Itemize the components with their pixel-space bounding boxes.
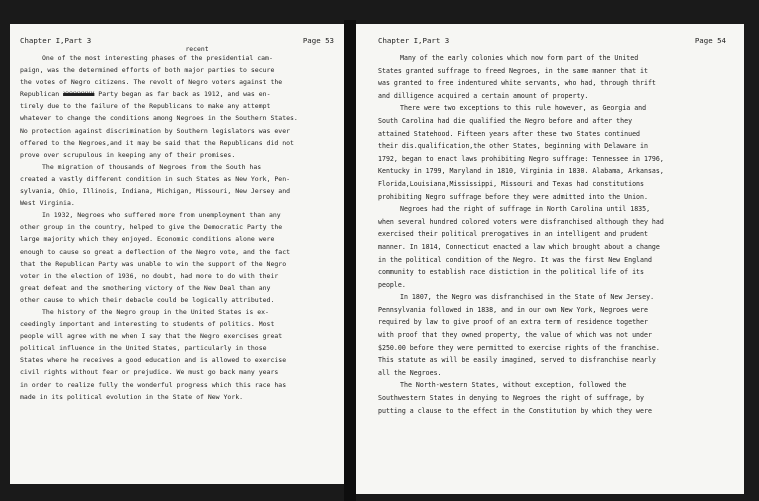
text-line: Florida,Louisiana,Mississippi, Missouri and Texas had constitutions — [378, 179, 644, 188]
left-page-header — [20, 36, 334, 46]
text-line: This statute as will be easily imagined, served to disfranchise nearly — [378, 356, 656, 365]
text-line: Pennsylvania followed in 1838, and in our own New York, Negroes were — [378, 305, 648, 314]
text-line: community to establish race distiction in the political life of its — [378, 268, 644, 277]
text-line: large majority which they enjoyed. Economic conditions alone were — [20, 235, 275, 244]
text-line: States where he receives a good education and is allowed to exercise — [20, 356, 287, 365]
text-fragment: Republican — [20, 90, 60, 99]
text-line: in order to realize fully the wonderful progress which this race has — [20, 380, 287, 389]
text-line: attained Statehood. Fifteen years after these two States continued — [378, 129, 641, 138]
struck-out-word: XXXXXXXX — [63, 90, 95, 99]
text-line: created a vastly different condition in such States as New York, Pen- — [20, 174, 291, 183]
text-line: required by law to give proof of an extra term of residence together — [378, 318, 648, 327]
text-line: 1792, began to enact laws prohibiting Negro suffrage: Tennessee in 1796, — [378, 154, 664, 163]
text-line — [20, 88, 334, 100]
text-line: Negroes had the right of suffrage in North Carolina until 1835, — [400, 205, 651, 214]
right-page-number: Page 54 — [694, 36, 726, 45]
text-line: In 1807, the Negro was disfranchised in the State of New Jersey. — [400, 293, 655, 302]
text-line: people will agree with me when I say that the Negro exercises great — [20, 332, 283, 341]
text-line: States granted suffrage to freed Negroes, in the same manner that it — [378, 66, 648, 75]
text-line: people. — [378, 280, 406, 289]
text-line: tirely due to the failure of the Republicans to make any attempt — [20, 102, 271, 111]
text-line: made in its political evolution in the State of New York. — [20, 392, 244, 401]
handwritten-insertion: recent — [185, 45, 209, 53]
text-line: There were two exceptions to this rule however, as Georgia and — [400, 104, 647, 113]
text-line: other cause to which their debacle could be logically attributed. — [20, 295, 275, 304]
left-page — [10, 24, 344, 484]
right-chapter-label: Chapter I,Part 3 — [378, 36, 450, 45]
text-line: enough to cause so great a deflection of the Negro vote, and the fact — [20, 247, 291, 256]
right-page — [356, 24, 744, 494]
text-line: $250.00 before they were permitted to exercise rights of the franchise. — [378, 343, 660, 352]
text-line: was granted to free indentured white servants, who had, through thrift — [378, 79, 656, 88]
text-line: and dilligence acquired a certain amount of property. — [378, 91, 589, 100]
text-line: sylvania, Ohio, Illinois, Indiana, Michigan, Missouri, New Jersey and — [20, 187, 291, 196]
right-page-body — [378, 52, 726, 417]
text-line: political influence in the United States, particularly in those — [20, 344, 267, 353]
text-line: voter in the election of 1936, no doubt, had more to do with their — [20, 271, 279, 280]
text-line: civil rights without fear or prejudice. We must go back many years — [20, 368, 279, 377]
text-line: paign, was the determined efforts of both major parties to secure — [20, 66, 275, 75]
text-line: No protection against discrimination by Southern legislators was ever — [20, 126, 291, 135]
left-page-body — [20, 52, 334, 403]
text-line: The migration of thousands of Negroes from the South has — [42, 162, 262, 171]
text-line: other group in the country, helped to give the Democratic Party the — [20, 223, 283, 232]
text-line: that the Republican Party was unable to win the support of the Negro — [20, 259, 287, 268]
text-line: Many of the early colonies which now form part of the United — [400, 54, 639, 62]
text-fragment: Party began as far back as 1912, and was en- — [98, 90, 271, 99]
text-line: great defeat and the smothering victory of the New Deal than any — [20, 283, 271, 292]
text-line: ceedingly important and interesting to students of politics. Most — [20, 320, 275, 329]
book-gutter — [344, 20, 356, 501]
text-line: when several hundred colored voters were disfranchised although they had — [378, 217, 664, 226]
text-line: offered to the Negroes,and it may be said that the Republicans did not — [20, 138, 294, 147]
left-page-number: Page 53 — [302, 36, 334, 45]
text-line: all the Negroes. — [378, 368, 442, 377]
text-line: exercised their political prerogatives in an intelligent and prudent — [378, 230, 648, 239]
text-line: the votes of Negro citizens. The revolt of Negro voters against the — [20, 78, 283, 87]
text-line: their dis.qualification,the other States, beginning with Delaware in — [378, 142, 648, 151]
text-line: with proof that they owned property, the value of which was not under — [378, 331, 652, 340]
text-line: The history of the Negro group in the United States is ex- — [42, 307, 269, 316]
text-line: prove over scrupulous in keeping any of their promises. — [20, 150, 236, 159]
text-line: One of the most interesting phases of the presidential cam- — [42, 54, 273, 62]
text-line: West Virginia. — [20, 199, 75, 208]
text-line: Southwestern States in denying to Negroes the right of suffrage, by — [378, 394, 644, 403]
left-chapter-label: Chapter I,Part 3 — [20, 36, 92, 45]
text-line: putting a clause to the effect in the Constitution by which they were — [378, 406, 652, 415]
text-line: The North-western States, without exception, followed the — [400, 381, 627, 390]
right-page-header — [378, 36, 726, 46]
text-line: In 1932, Negroes who suffered more from unemployment than any — [42, 211, 281, 220]
text-line: South Carolina had die qualified the Negro before and after they — [378, 116, 633, 125]
text-line: manner. In 1814, Connecticut enacted a law which brought about a change — [378, 242, 660, 251]
text-line: Kentucky in 1799, Maryland in 1810, Virginia in 1830. Alabama, Arkansas, — [378, 167, 664, 176]
text-line: prohibiting Negro suffrage before they were admitted into the Union. — [378, 192, 648, 201]
text-line: in the political condition of the Negro. It was the first New England — [378, 255, 652, 264]
text-line: whatever to change the conditions among Negroes in the Southern States. — [20, 114, 298, 123]
